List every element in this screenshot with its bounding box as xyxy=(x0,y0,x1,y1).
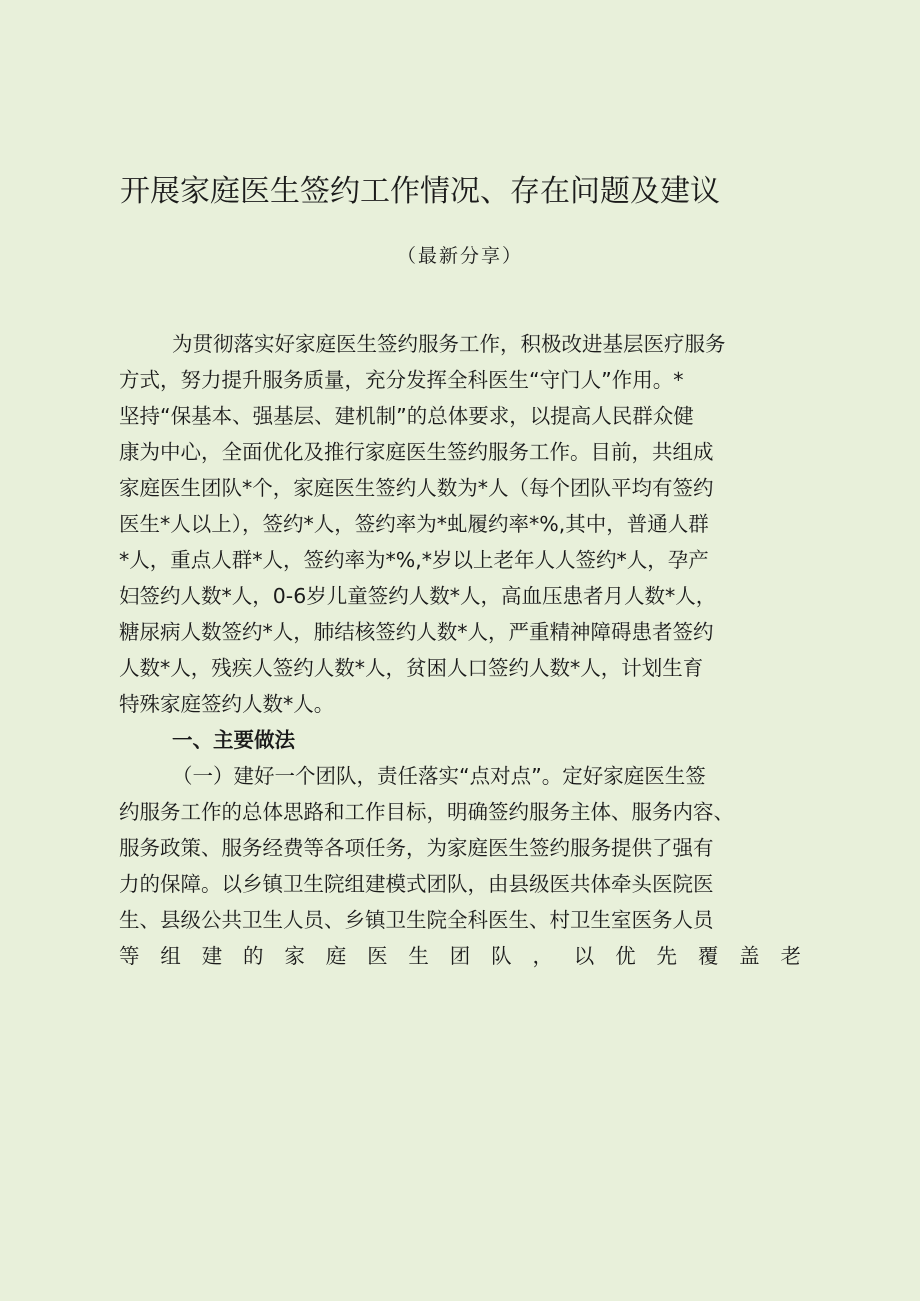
char: 先 xyxy=(656,944,677,968)
char: 团 xyxy=(449,944,471,968)
char: 组 xyxy=(160,944,181,968)
char: 的 xyxy=(243,944,264,968)
char: 覆 xyxy=(697,944,719,968)
paragraph-line: 医生*人以上），签约*人，签约率为*虬履约率*%,其中，普通人群 xyxy=(119,512,709,536)
char: ， xyxy=(532,944,553,968)
char: 生 xyxy=(408,944,429,968)
char: 等 xyxy=(119,944,140,968)
paragraph-line: 妇签约人数*人，0-6岁儿童签约人数*人，高血压患者月人数*人， xyxy=(119,584,717,608)
char: 医 xyxy=(367,944,388,968)
paragraph-line: 方式，努力提升服务质量，充分发挥全科医生“守门人”作用。* xyxy=(119,368,684,392)
paragraph-line: 力的保障。以乡镇卫生院组建模式团队，由县级医共体牵头医院医 xyxy=(119,872,714,896)
section-heading: 一、主要做法 xyxy=(172,728,295,752)
paragraph-line: 坚持“保基本、强基层、建机制”的总体要求，以提高人民群众健 xyxy=(119,404,694,428)
char: 队 xyxy=(491,944,512,968)
paragraph-line: 约服务工作的总体思路和工作目标，明确签约服务主体、服务内容、 xyxy=(119,800,734,824)
paragraph-line: 服务政策、服务经费等各项任务，为家庭医生签约服务提供了强有 xyxy=(119,836,714,860)
char: 家 xyxy=(284,944,305,968)
paragraph-line: 生、县级公共卫生人员、乡镇卫生院全科医生、村卫生室医务人员 xyxy=(119,908,714,932)
char: 庭 xyxy=(325,944,347,968)
paragraph-line: （一）建好一个团队，责任落实“点对点”。定好家庭医生签 xyxy=(172,764,706,788)
paragraph-line: 为贯彻落实好家庭医生签约服务工作，积极改进基层医疗服务 xyxy=(172,332,726,356)
paragraph-line: 糖尿病人数签约*人，肺结核签约人数*人，严重精神障碍患者签约 xyxy=(119,620,714,644)
document-subtitle: （最新分享） xyxy=(396,245,523,267)
char: 建 xyxy=(201,944,223,968)
paragraph-line: 家庭医生团队*个，家庭医生签约人数为*人（每个团队平均有签约 xyxy=(119,476,714,500)
paragraph-line: 人数*人，残疾人签约人数*人，贫困人口签约人数*人，计划生育 xyxy=(119,656,704,680)
justified-line xyxy=(119,938,801,974)
char: 盖 xyxy=(739,944,760,968)
char: 老 xyxy=(780,944,801,968)
char: 优 xyxy=(615,944,636,968)
paragraph-line: *人，重点人群*人，签约率为*%,*岁以上老年人人签约*人，孕产 xyxy=(119,548,709,572)
paragraph-line: 康为中心，全面优化及推行家庭医生签约服务工作。目前，共组成 xyxy=(119,440,714,464)
char: 以 xyxy=(573,944,595,968)
document-title: 开展家庭医生签约工作情况、存在问题及建议 xyxy=(120,174,720,209)
paragraph-line: 特殊家庭签约人数*人。 xyxy=(119,692,335,716)
